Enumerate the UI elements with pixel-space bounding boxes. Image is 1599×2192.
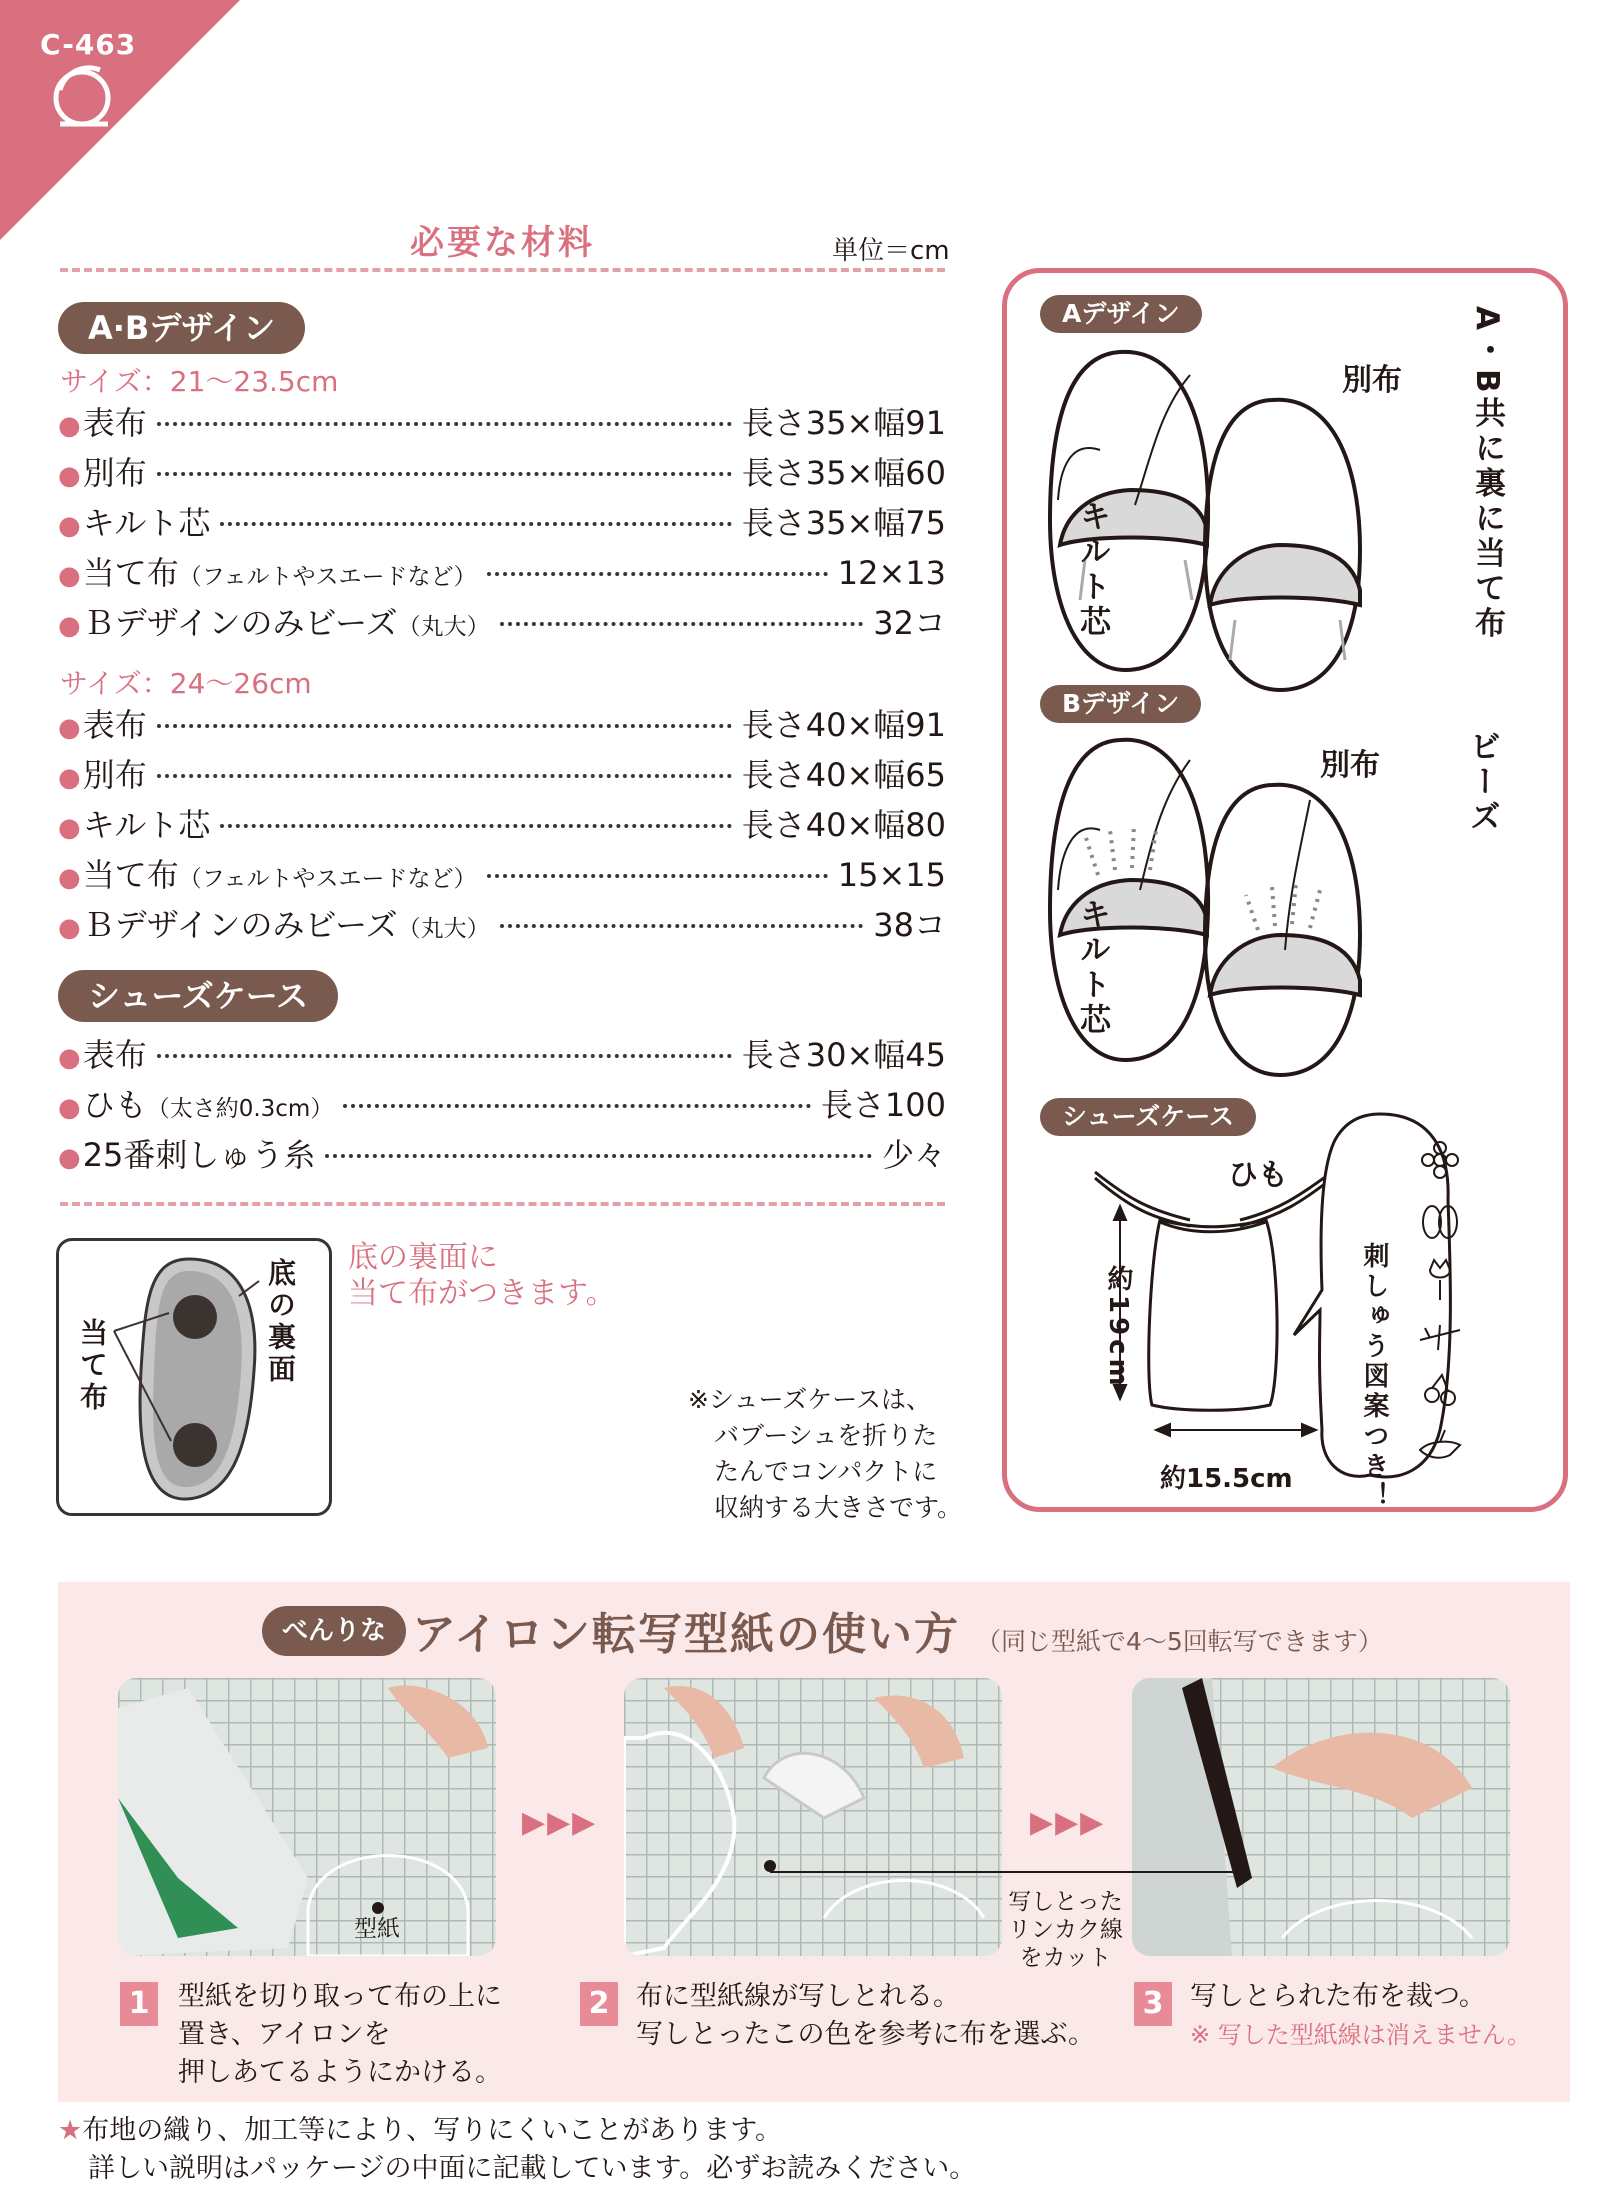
sole-bottom-label: 底の裏面 [264,1258,297,1386]
howto-subtitle: （同じ型紙で4〜5回転写できます） [976,1627,1383,1656]
divider [60,268,945,272]
material-row: ● Ｂデザインのみビーズ （丸大） 38コ [58,906,946,944]
sole-note: 底の裏面に 当て布がつきます。 [348,1240,616,1311]
step2-number: 2 [580,1982,618,2026]
himo-label: ひも [1228,1158,1288,1193]
shoe-case-label: シューズケース [1040,1098,1256,1136]
materials-title: 必要な材料 [410,223,595,263]
material-row: ● キルト芯 長さ35×幅75 [58,504,946,542]
material-row: ● 当て布 （フェルトやスエードなど） 15×15 [58,856,946,894]
betsununo-label-a: 別布 [1342,363,1402,398]
betsununo-label-b: 別布 [1320,748,1380,783]
material-row: ● 表布 長さ40×幅91 [58,706,946,744]
size-label-2: サイズ：24〜26cm [60,667,312,700]
photo3-label: 写しとった リンカク線 をカット [1008,1889,1123,1971]
embroidery-label: 刺しゅう図案つき！ [1359,1242,1389,1512]
step3-text: 写しとられた布を裁つ。 ※ 写した型紙線は消えません。 [1190,1981,1532,2049]
arrow-icon: ▶▶▶ [522,1805,598,1840]
beads-label: ビーズ [1464,730,1500,835]
material-row: ● 25番刺しゅう糸 少々 [58,1136,946,1174]
quilt-label-b: キルト芯 [1074,898,1110,1038]
step1-text: 型紙を切り取って布の上に 置き、アイロンを 押しあてるようにかける。 [178,1981,502,2088]
material-row: ● キルト芯 長さ40×幅80 [58,806,946,844]
divider [60,1202,945,1206]
step2-text: 布に型紙線が写しとれる。 写しとったこの色を参考に布を選ぶ。 [636,1981,1095,2050]
ab-design-heading: A·Bデザイン [58,302,305,354]
material-row: ● ひも （太さ約0.3cm） 長さ100 [58,1086,946,1124]
material-row: ● 表布 長さ35×幅91 [58,404,946,442]
material-row: ● Ｂデザインのみビーズ （丸大） 32コ [58,604,946,642]
material-row: ● 表布 長さ30×幅45 [58,1036,946,1074]
photo1-label: 型紙 [354,1916,400,1942]
howto-badge: べんりな [262,1606,406,1656]
unit-label: 単位＝cm [832,236,950,266]
a-design-label: Aデザイン [1040,295,1202,333]
material-row: ● 別布 長さ35×幅60 [58,454,946,492]
footnote: ★布地の織り、加工等により、写りにくいことがあります。 詳しい説明はパッケージの中面に記載しています。必ずお読みください。 [58,2115,977,2184]
shoe-case-heading: シューズケース [58,970,338,1022]
height-label: 約19cm [1103,1265,1133,1390]
patch-label: 当て布 [76,1318,109,1414]
material-row: ● 当て布 （フェルトやスエードなど） 12×13 [58,554,946,592]
step3-photo [1132,1678,1510,1956]
width-label: 約15.5cm [1160,1464,1293,1494]
product-code: C-463 [40,28,137,61]
howto-title: アイロン転写型紙の使い方 [412,1609,961,1660]
step1-number: 1 [120,1982,158,2026]
b-design-label: Bデザイン [1040,685,1201,723]
connector-line [770,1862,1250,1882]
material-row: ● 別布 長さ40×幅65 [58,756,946,794]
quilt-label-a: キルト芯 [1074,500,1110,640]
arrow-icon: ▶▶▶ [1030,1805,1106,1840]
step3-number: 3 [1134,1982,1172,2026]
ab-backing-label: A・B共に裏に当て布 [1469,306,1505,642]
case-note: ※シューズケースは、 バブーシュを折りた たんでコンパクトに 収納する大きさです。 [688,1385,963,1522]
step1-photo [118,1678,496,1956]
size-label-1: サイズ：21〜23.5cm [60,365,339,398]
step2-photo [624,1678,1002,1956]
